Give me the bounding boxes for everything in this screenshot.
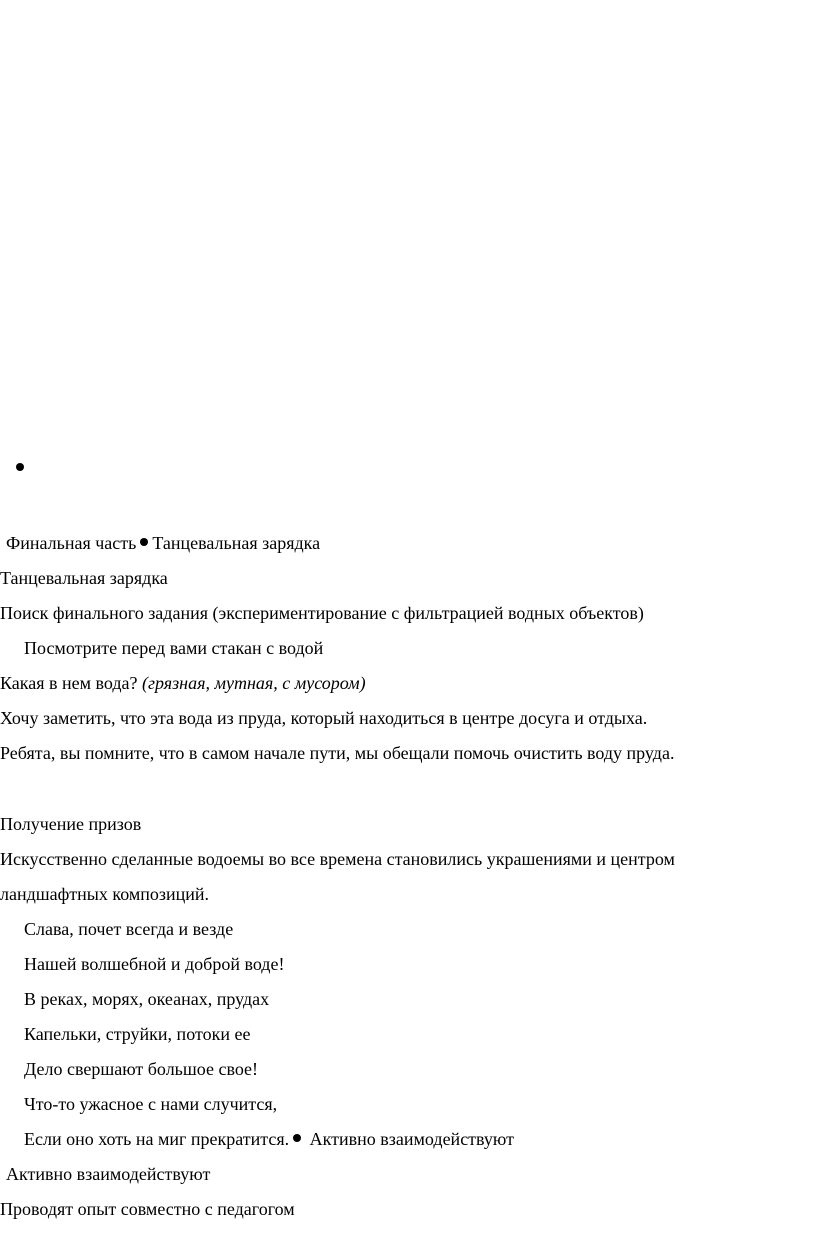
poem-line-4: Капельки, струйки, потоки ее: [24, 1024, 251, 1044]
which-water-line: [0, 672, 366, 694]
which-water-question: Какая в нем вода?: [0, 673, 138, 693]
poem-line-7-text: Если оно хоть на миг прекратится.: [24, 1129, 290, 1149]
poem-line-1: Слава, почет всегда и везде: [24, 919, 234, 939]
poem-line-5: Дело свершают большое свое!: [24, 1059, 259, 1079]
bullet-icon: [293, 1134, 301, 1142]
poem-line-3: В реках, морях, океанах, прудах: [24, 989, 270, 1009]
promise-line: Ребята, вы помните, что в самом начале пути, мы обещали помочь очистить воду пруда.: [0, 743, 675, 763]
look-glass-line: Посмотрите перед вами стакан с водой: [24, 638, 324, 658]
poem-line-2: Нашей волшебной и доброй воде!: [24, 954, 285, 974]
dance-warmup-line: Танцевальная зарядка: [0, 568, 168, 588]
search-task-line: Поиск финального задания (экспериментирование с фильтрацией водных объектов): [0, 603, 644, 623]
prizes-line: Получение призов: [0, 814, 142, 834]
final-part-line: [6, 532, 320, 554]
final-part-text: Финальная часть: [6, 533, 137, 553]
which-water-answer: (грязная, мутная, с мусором): [142, 673, 366, 693]
bullet-icon: [16, 463, 24, 471]
interact-inline-text: Активно взаимодействуют: [309, 1129, 515, 1149]
poem-line-7: [24, 1128, 514, 1150]
pond-note-line: Хочу заметить, что эта вода из пруда, который находиться в центре досуга и отдыха.: [0, 708, 648, 728]
poem-line-6: Что-то ужасное с нами случится,: [24, 1094, 278, 1114]
artificial-line-1: Искусственно сделанные водоемы во все времена становились украшениями и центром: [0, 849, 675, 869]
experiment-line: Проводят опыт совместно с педагогом: [0, 1199, 295, 1219]
bullet-icon: [140, 538, 148, 546]
dance-warmup-inline-text: Танцевальная зарядка: [152, 533, 321, 553]
interact-line: Активно взаимодействуют: [6, 1164, 211, 1184]
artificial-line-2: ландшафтных композиций.: [0, 884, 210, 904]
